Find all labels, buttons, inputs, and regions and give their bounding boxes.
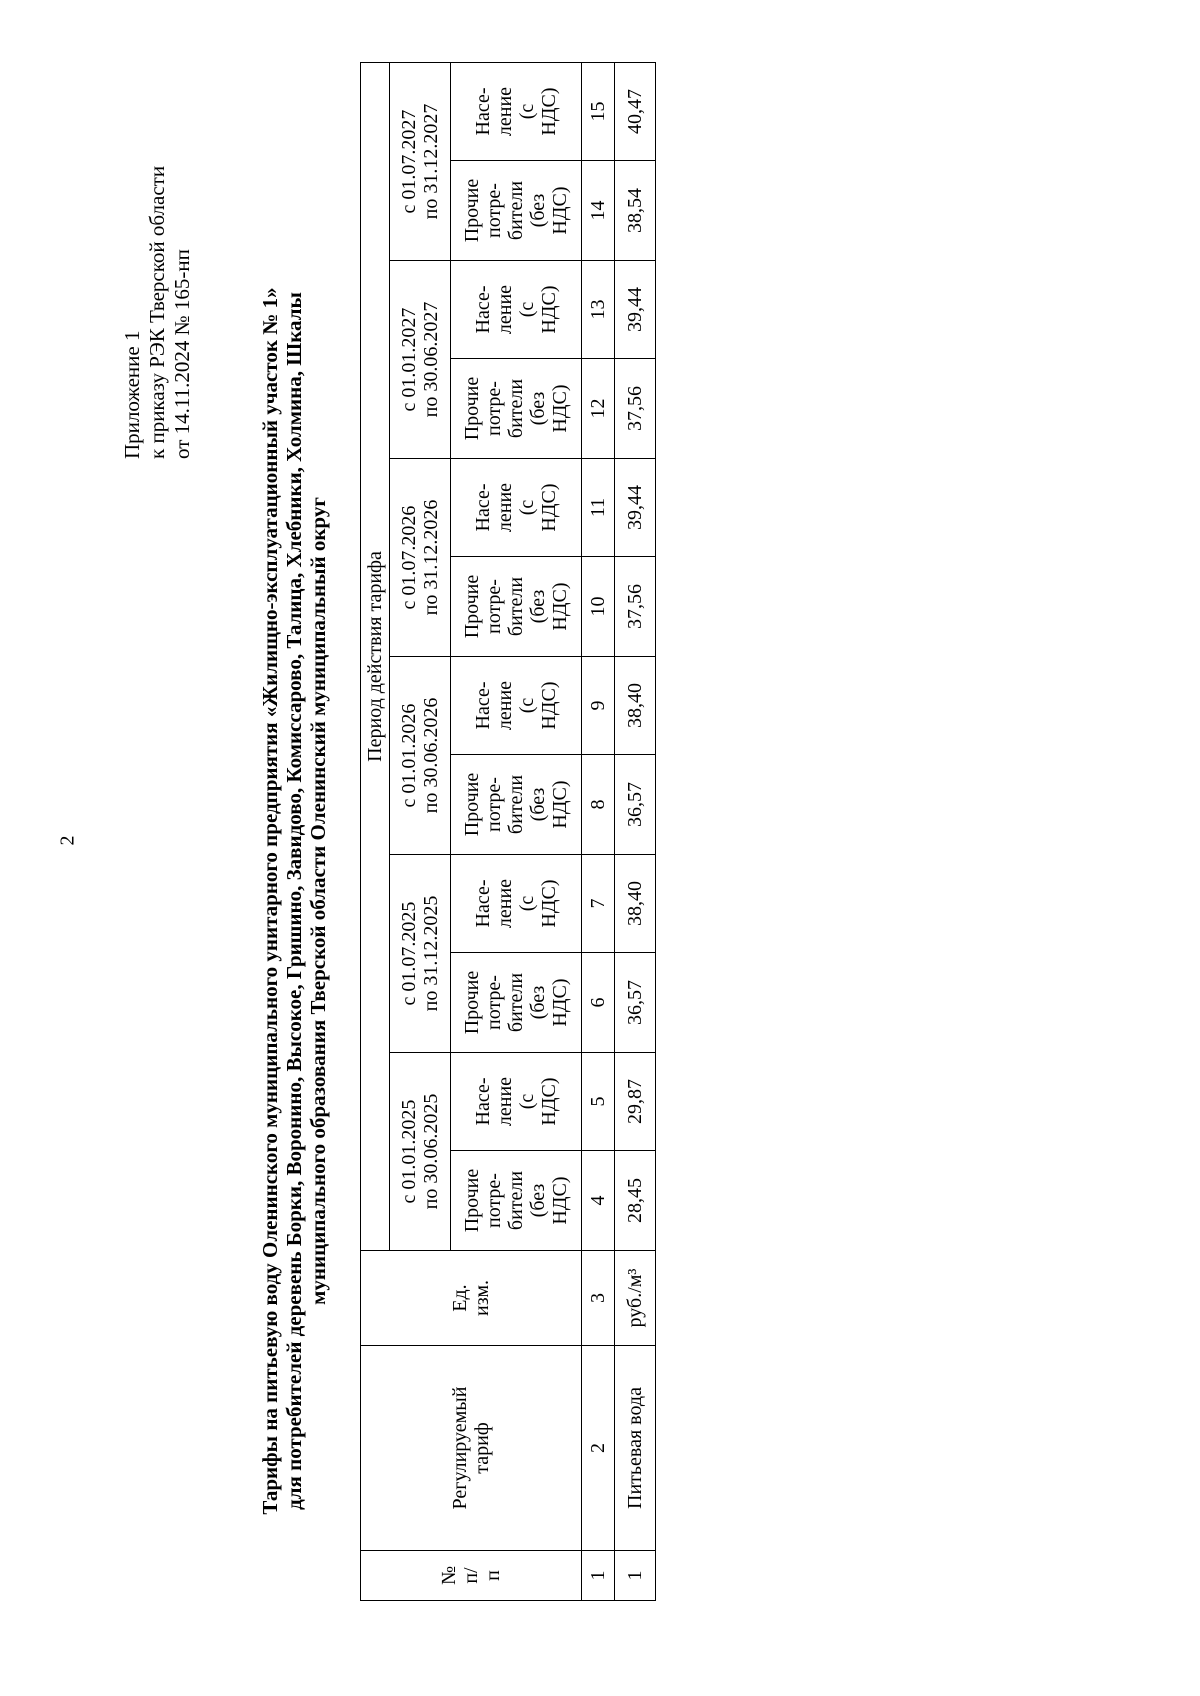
row-value: 39,44 <box>615 261 656 359</box>
row-value: 37,56 <box>615 359 656 459</box>
row-value: 40,47 <box>615 63 656 161</box>
index-cell: 1 <box>582 1551 615 1601</box>
subheader-population-5: Насе- ление (с НДС) <box>451 261 582 359</box>
index-cell: 11 <box>582 459 615 557</box>
header-period-1: с 01.01.2025 по 30.06.2025 <box>390 1053 451 1251</box>
table-row <box>615 63 656 1601</box>
index-cell: 13 <box>582 261 615 359</box>
subheader-population-2: Насе- ление (с НДС) <box>451 855 582 953</box>
header-period-2: с 01.07.2025 по 31.12.2025 <box>390 855 451 1053</box>
subheader-other-1: Прочие потре- бители (без НДС) <box>451 1151 582 1251</box>
header-num: № п/ п <box>361 1551 582 1601</box>
page-number: 2 <box>56 835 79 846</box>
row-name: Питьевая вода <box>615 1346 656 1551</box>
row-value: 38,54 <box>615 161 656 261</box>
approval-line-3: от 14.11.2024 № 165-нп <box>170 249 194 459</box>
title-line-1: Тарифы на питьевую воду Оленинского муниципального унитарного предприятия «Жилищно-эксплуатационный участок № 1» <box>258 287 282 1515</box>
row-value: 38,40 <box>615 855 656 953</box>
subheader-population-3: Насе- ление (с НДС) <box>451 657 582 755</box>
header-period: Период действия тарифа <box>361 63 390 1251</box>
approval-block <box>120 166 195 459</box>
index-cell: 10 <box>582 557 615 657</box>
approval-line-2: к приказу РЭК Тверской области <box>145 165 169 459</box>
subheader-other-2: Прочие потре- бители (без НДС) <box>451 953 582 1053</box>
header-period-6: с 01.07.2027 по 31.12.2027 <box>390 63 451 261</box>
row-value: 28,45 <box>615 1151 656 1251</box>
subheader-other-6: Прочие потре- бители (без НДС) <box>451 161 582 261</box>
row-value: 38,40 <box>615 657 656 755</box>
header-period-3: с 01.01.2026 по 30.06.2026 <box>390 657 451 855</box>
header-unit: Ед. изм. <box>361 1251 582 1346</box>
index-cell: 8 <box>582 755 615 855</box>
subheader-other-3: Прочие потре- бители (без НДС) <box>451 755 582 855</box>
title-line-3: муниципального образования Тверской области Оленинский муниципальный округ <box>306 497 330 1305</box>
subheader-population-6: Насе- ление (с НДС) <box>451 63 582 161</box>
subheader-other-4: Прочие потре- бители (без НДС) <box>451 557 582 657</box>
header-period-4: с 01.07.2026 по 31.12.2026 <box>390 459 451 657</box>
row-value: 29,87 <box>615 1053 656 1151</box>
row-value: 36,57 <box>615 953 656 1053</box>
index-cell: 4 <box>582 1151 615 1251</box>
document-title <box>258 186 330 1616</box>
index-cell: 5 <box>582 1053 615 1151</box>
index-cell: 3 <box>582 1251 615 1346</box>
approval-line-1: Приложение 1 <box>120 330 144 459</box>
index-cell: 12 <box>582 359 615 459</box>
tariff-table <box>360 62 656 1601</box>
row-num: 1 <box>615 1551 656 1601</box>
subheader-population-4: Насе- ление (с НДС) <box>451 459 582 557</box>
index-cell: 2 <box>582 1346 615 1551</box>
header-period-5: с 01.01.2027 по 30.06.2027 <box>390 261 451 459</box>
row-value: 37,56 <box>615 557 656 657</box>
index-cell: 7 <box>582 855 615 953</box>
title-line-2: для потребителей деревень Борки, Воронино, Высокое, Гришино, Завидово, Комиссарово, Талица, Хлебники, Холмина, Шкалы <box>282 292 306 1510</box>
row-unit: руб./м³ <box>615 1251 656 1346</box>
subheader-population-1: Насе- ление (с НДС) <box>451 1053 582 1151</box>
row-value: 36,57 <box>615 755 656 855</box>
index-cell: 9 <box>582 657 615 755</box>
index-cell: 14 <box>582 161 615 261</box>
subheader-other-5: Прочие потре- бители (без НДС) <box>451 359 582 459</box>
index-cell: 15 <box>582 63 615 161</box>
header-tariff: Регулируемый тариф <box>361 1346 582 1551</box>
row-value: 39,44 <box>615 459 656 557</box>
index-cell: 6 <box>582 953 615 1053</box>
